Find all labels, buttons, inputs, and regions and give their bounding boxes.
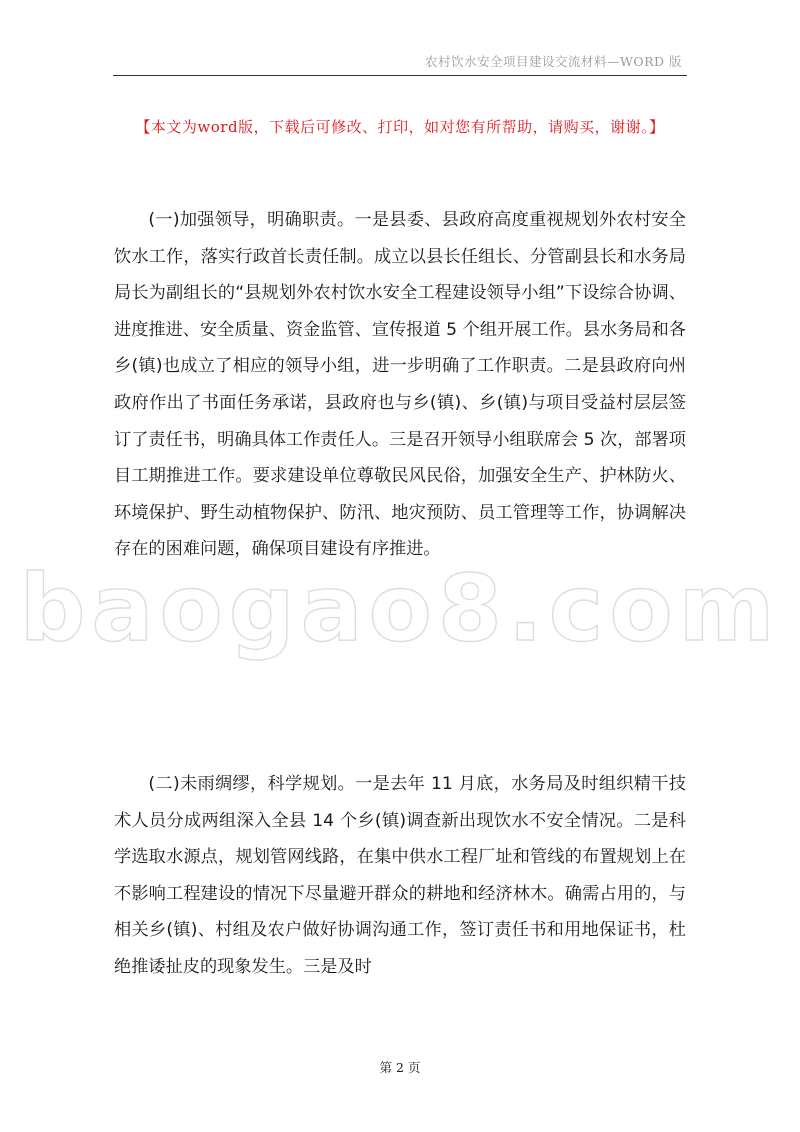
header-title: 农村饮水安全项目建设交流材料—WORD 版 [424, 54, 682, 69]
body-paragraph-1: (一)加强领导，明确职责。一是县委、县政府高度重视规划外农村安全饮水工作，落实行政首长责任制。成立以县长任组长、分管副县长和水务局局长为副组长的“县规划外农村饮水安全工程建设领导小组”下设综合协调、进度推进、安全质量、资金监管、宣传报道 5 个组开展工作。县水务局和各乡(镇)也成立了相应的领导小组，进一步明确了工作职责。二是县政府向州政府作出了书面任务承诺，县政府也与乡(镇)、乡(镇)与项目受益村层层签订了责任书，明确具体工作责任人。三是召开领导小组联席会 5 次，部署项目工期推进工作。要求建设单位尊敬民风民俗，加强安全生产、护林防火、环境保护、野生动植物保护、防汛、地灾预防、员工管理等工作，协调解决存在的困难问题，确保项目建设有序推进。 [114, 210, 686, 560]
header-divider [113, 75, 687, 76]
watermark-logo: baogao8.com [19, 555, 781, 662]
purchase-notice: 【本文为word版，下载后可修改、打印，如对您有所帮助，请购买，谢谢。】 [135, 118, 665, 136]
body-paragraph-2: (二)未雨绸缪，科学规划。一是去年 11 月底，水务局及时组织精干技术人员分成两组深入全县 14 个乡(镇)调查新出现饮水不安全情况。二是科学选取水源点，规划管网线路，在集中供水工程厂址和管线的布置规划上在不影响工程建设的情况下尽量避开群众的耕地和经济林木。确需占用的，与相关乡(镇)、村组及农户做好协调沟通工作，签订责任书和用地保证书，杜绝推诿扯皮的现象发生。三是及时 [114, 774, 686, 977]
page-number: 第 2 页 [379, 1060, 421, 1075]
